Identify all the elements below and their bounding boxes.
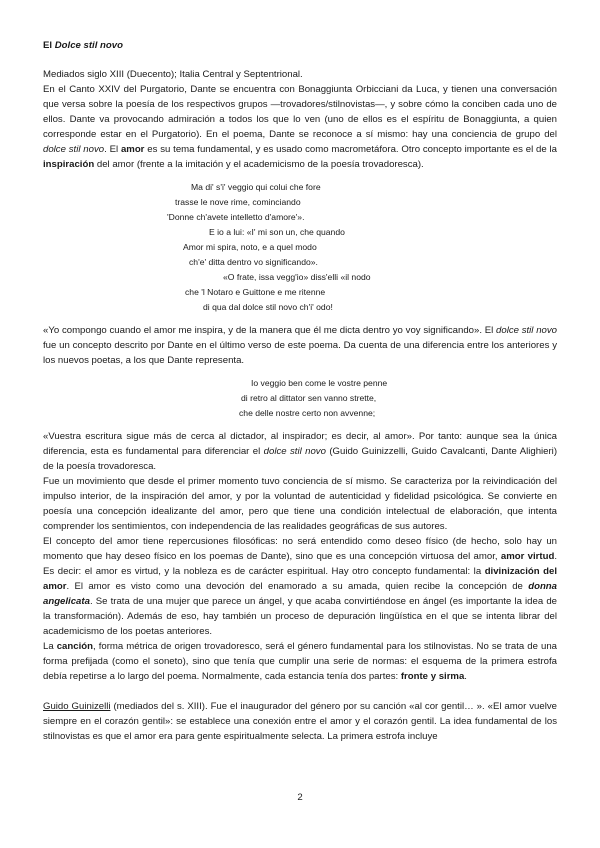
paragraph-5: El concepto del amor tiene repercusiones filosóficas: no será entendido como deseo físico (de hecho, solo hay un momento que hay deseo físico en los poemas de Dante), sino que es una concepción virtuosa del amor, amor virtud. Es decir: el amor es virtud, y la nobleza es de carácter espiritual. Hay otro concepto fundamental: la divinización del amor. El amor es visto como una devoción del enamorado a su amada, quien recibe la concepción de donna angelicata. Se trata de una mujer que parece un ángel, y que acaba convirtiéndose en ángel (es importante la idea de la transformación). Además de eso, hay también un proceso de depuración lingüística en el que se intenta librar del academicismo de los poetas anteriores. bbox=[43, 536, 558, 637]
poem-line: che delle nostre certo non avvenne; bbox=[239, 408, 376, 418]
paragraph-3: «Vuestra escritura sigue más de cerca al dictador, al inspirador; es decir, al amor». Por tanto: aunque sea la única diferencia, esta es fundamental para diferenciar el dolce stil novo (Guido Guinizzelli, Guido Cavalcanti, Dante Alighieri) de la poesía trovadoresca. bbox=[43, 431, 558, 472]
poem-line: Amor mi spira, noto, e a quel modo bbox=[183, 242, 317, 252]
poem-line: 'Donne ch'avete intelletto d'amore'». bbox=[167, 212, 305, 222]
poem-line: che 'l Notaro e Guittone e me ritenne bbox=[185, 287, 326, 297]
document-page bbox=[43, 38, 557, 744]
author-name: Guido Guinizelli bbox=[43, 701, 111, 712]
paragraph-2: «Yo compongo cuando el amor me inspira, y de la manera que él me dicta dentro yo voy significando». El dolce stil novo fue un concepto descrito por Dante en el último verso de este poema. Da cuenta de una diferencia entre los anteriores y los nuevos poetas, a los que Dante representa. bbox=[43, 325, 557, 366]
poem-line: trasse le nove rime, cominciando bbox=[175, 197, 301, 207]
poem-line: «O frate, issa vegg'io» diss'elli «il nodo bbox=[223, 272, 371, 282]
intro-paragraph: En el Canto XXIV del Purgatorio, Dante se encuentra con Bonaggiunta Orbicciani da Luca, y tienen una conversación que versa sobre la poesía de los respectivos grupos —trovadores/stilnovistas—, y sobre cómo la conciben cada uno de ellos. Dante va provocando admiración a todos los que lo ven (uno de ellos es el espíritu de Bonaggiunta, a quien corresponde estar en el Purgatorio). En el poema, Dante se reconoce a sí mismo: hay una conciencia de grupo del dolce stil novo. El amor es su tema fundamental, y es usado como macrometáfora. Otro concepto importante es el de la inspiración del amor (frente a la imitación y el academicismo de la poesía trovadoresca). bbox=[43, 84, 557, 170]
title-prefix: El bbox=[43, 40, 55, 51]
paragraph-4: Fue un movimiento que desde el primer momento tuvo conciencia de sí mismo. Se caracteriza por la reivindicación del impulso interior, de la inspiración del amor, y por la voluntad de autenticidad y fidelidad psicológica. Se convierte en poesía una concepción idealizante del amor, pero que tiene una condición intelectual de elaboración, que intenta comprender los sentimientos, con independencia de las realidades geográficas de sus autores. bbox=[43, 476, 557, 532]
title-italic: Dolce stil novo bbox=[54, 40, 123, 51]
poem-excerpt-2 bbox=[43, 376, 557, 421]
poem-line: E io a lui: «I' mi son un, che quando bbox=[209, 227, 345, 237]
paragraph-7: Guido Guinizelli (mediados del s. XIII). Fue el inaugurador del género por su canción «al cor gentil… ». «El amor vuelve siempre en el corazón gentil»: se establece una conexión entre el amor y el corazón gentil. La idea fundamental de los stilnovistas es que el amor era para gente espiritualmente selecta. La primera estrofa incluye bbox=[43, 701, 557, 742]
section-title bbox=[43, 38, 557, 53]
poem-line: di retro al dittator sen vanno strette, bbox=[241, 393, 377, 403]
page-number: 2 bbox=[297, 792, 303, 803]
poem-excerpt-1 bbox=[43, 180, 557, 315]
paragraph-6: La canción, forma métrica de origen trovadoresco, será el género fundamental para los stilnovistas. No se trata de una forma prefijada (como el soneto), sino que tenía que cumplir una serie de normas: el esquema de la primera estrofa debía repetirse a lo largo del poema. Normalmente, cada estancia tenía dos partes: fronte y sirma. bbox=[43, 641, 557, 682]
poem-line: Io veggio ben come le vostre penne bbox=[251, 378, 388, 388]
poem-line: ch'e' ditta dentro vo significando». bbox=[189, 257, 318, 267]
poem-line: Ma di' s'i' veggio qui colui che fore bbox=[191, 182, 321, 192]
poem-line: di qua dal dolce stil novo ch'i' odo! bbox=[203, 302, 333, 312]
intro-line: Mediados siglo XIII (Duecento); Italia Central y Septentrional. bbox=[43, 69, 303, 80]
